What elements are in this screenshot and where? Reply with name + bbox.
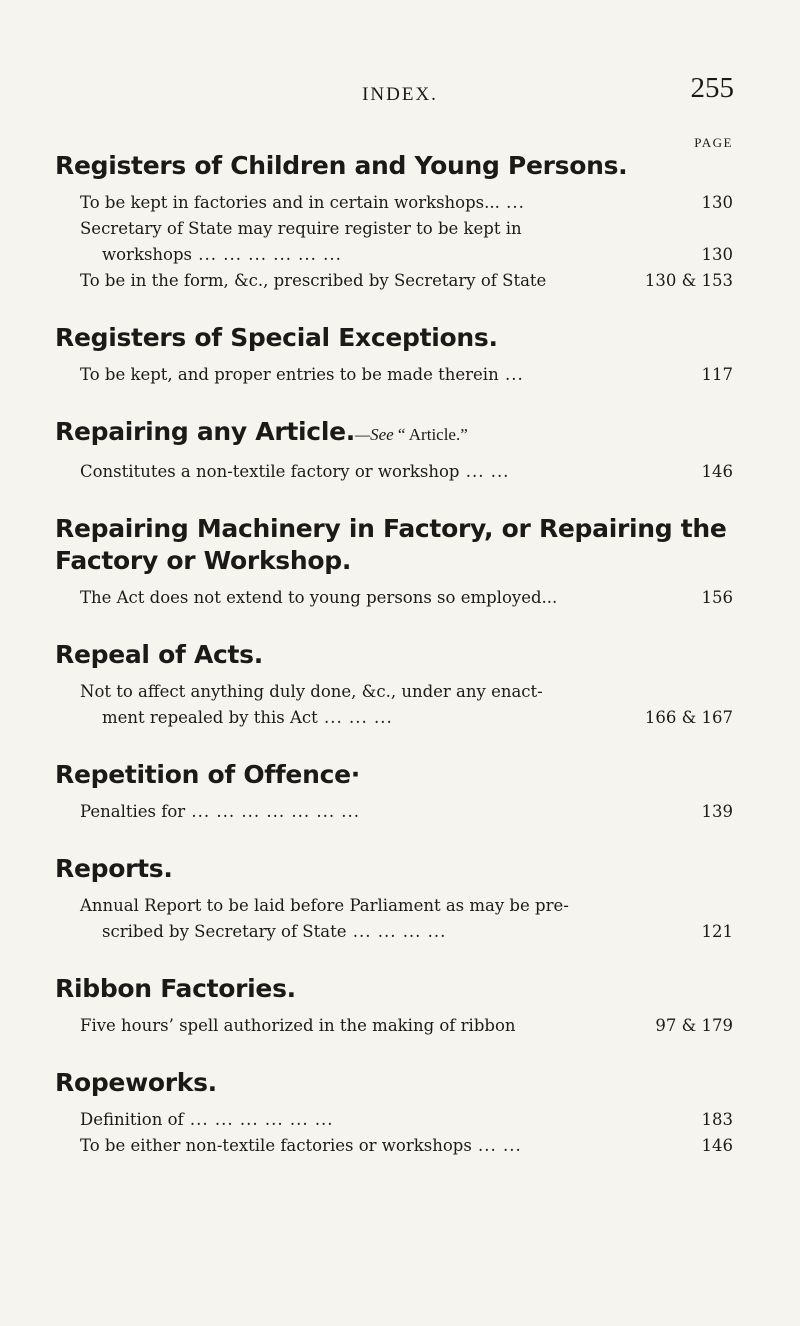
entry-heading [55,150,733,182]
entry-heading-text: Ribbon Factories. [55,974,296,1003]
page-column-label: PAGE [694,135,733,150]
dot-leader: ... ... ... ... ... ... ... [185,802,361,821]
index-entries [55,150,733,1187]
entry-heading [55,322,733,354]
subentry [80,216,733,268]
dot-leader: ... [498,365,524,384]
subentry [80,362,733,388]
dot-leader: ... ... [459,462,510,481]
subentry-line [80,268,733,294]
subentry-line [80,799,733,825]
see-prefix: —See [354,425,394,444]
page-reference: 183 [701,1110,733,1129]
subentry [80,459,733,485]
index-entry [55,973,733,1039]
subentry-line [102,242,733,268]
subentry-text: Five hours’ spell authorized in the making of ribbon [80,1016,516,1035]
entry-heading-text: Ropeworks. [55,1068,217,1097]
entry-heading [55,1067,733,1099]
running-head [0,72,800,112]
entry-heading [55,759,733,791]
subentry-text: To be either non-textile factories or workshops [80,1136,472,1155]
dot-leader: ... ... ... ... [346,922,447,941]
subentry [80,679,733,731]
subentry-line [80,679,733,705]
dot-leader: ... [499,193,525,212]
subentry [80,1133,733,1159]
dot-leader: ... ... [471,1136,522,1155]
subentry-line [80,362,733,388]
subentry-text: To be kept in factories and in certain workshops... [80,193,500,212]
subentry-text: scribed by Secretary of State [102,922,347,941]
entry-heading [55,513,733,577]
subentry-text: workshops [102,245,193,264]
subentry [80,585,733,611]
entry-heading-text: Repairing any Article. [55,417,355,446]
index-entry [55,759,733,825]
index-entry [55,1067,733,1159]
subentry-text: Constitutes a non-textile factory or workshop [80,462,460,481]
page-reference: 130 [701,193,733,212]
subentry-text: ment repealed by this Act [102,708,318,727]
subentry [80,1013,733,1039]
subentry-text: Not to affect anything duly done, &c., under any enact- [80,682,543,701]
entry-heading [55,639,733,671]
page-reference: 146 [701,1136,733,1155]
entry-heading [55,853,733,885]
page-reference: 130 [701,245,733,264]
entry-heading-text: Repairing Machinery in Factory, or Repairing the Factory or Workshop. [55,514,727,575]
entry-heading [55,416,733,451]
subentry-text: The Act does not extend to young persons so employed... [80,588,558,607]
see-reference [355,425,468,444]
page-reference: 146 [701,462,733,481]
subentry [80,1107,733,1133]
index-entry [55,853,733,945]
page-reference: 139 [701,802,733,821]
subentry-text: Penalties for [80,802,186,821]
subentry [80,893,733,945]
subentry-line [80,893,733,919]
entry-heading-text: Registers of Children and Young Persons. [55,151,628,180]
subentry-line [102,705,733,731]
page-reference: 130 & 153 [644,271,733,290]
entry-heading-text: Reports. [55,854,173,883]
subentry-text: Definition of [80,1110,184,1129]
index-entry [55,639,733,731]
subentry [80,268,733,294]
page-reference: 121 [701,922,733,941]
entry-heading [55,973,733,1005]
page-reference: 156 [701,588,733,607]
subentry-line [80,190,733,216]
subentry-text: Annual Report to be laid before Parliament as may be pre- [80,896,569,915]
subentry-line [80,1013,733,1039]
subentry-line [80,459,733,485]
page-number: 255 [690,72,734,104]
subentry [80,799,733,825]
entry-heading-text: Repeal of Acts. [55,640,263,669]
page-reference: 166 & 167 [644,708,733,727]
subentry-text: Secretary of State may require register to be kept in [80,219,522,238]
dot-leader: ... ... ... ... ... ... [192,245,342,264]
index-entry [55,513,733,611]
dot-leader: ... ... ... ... ... ... [183,1110,334,1129]
subentry-text: To be kept, and proper entries to be made therein [80,365,499,384]
see-target: “ Article.” [393,425,468,444]
entry-heading-text: Registers of Special Exceptions. [55,323,498,352]
index-entry [55,322,733,388]
subentry-line [80,1107,733,1133]
subentry [80,190,733,216]
subentry-line [80,216,733,242]
index-entry [55,150,733,294]
subentry-text: To be in the form, &c., prescribed by Secretary of State [80,271,547,290]
index-entry [55,416,733,485]
dot-leader: ... ... ... [317,708,393,727]
subentry-line [80,585,733,611]
page-reference: 97 & 179 [655,1016,733,1035]
subentry-line [80,1133,733,1159]
page-reference: 117 [701,365,733,384]
running-title: INDEX. [362,84,438,105]
entry-heading-text: Repetition of Offence· [55,760,360,789]
subentry-line [102,919,733,945]
